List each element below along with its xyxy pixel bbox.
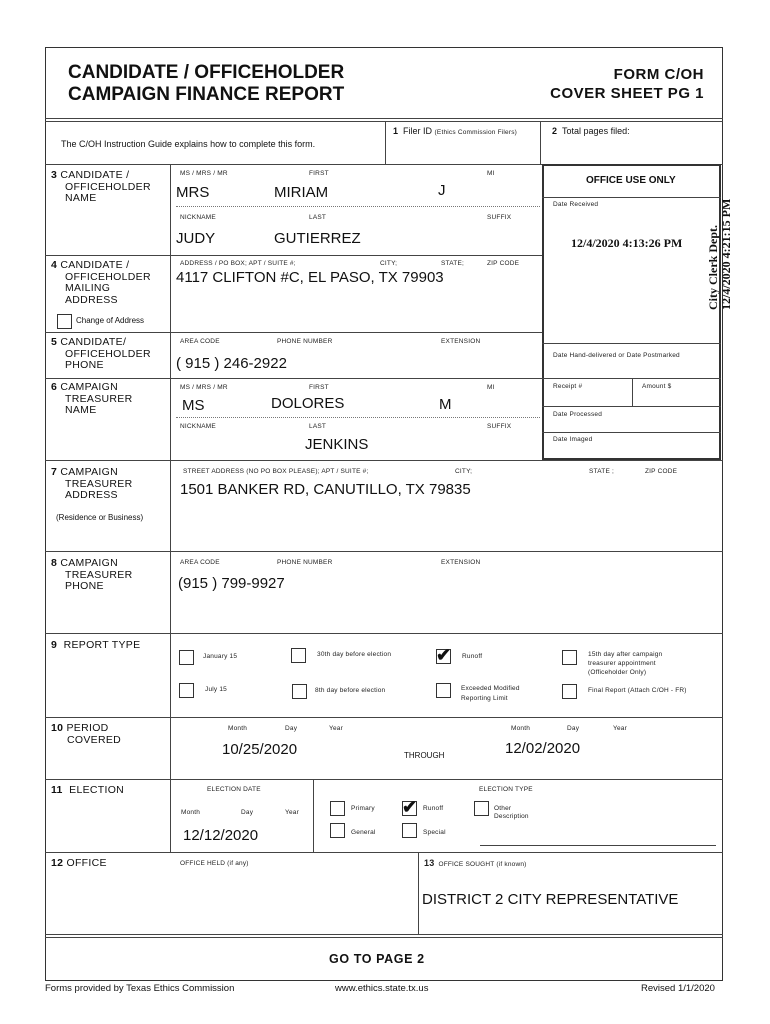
runoff-check-icon: ✔ (436, 645, 452, 665)
label-line: MAILING (65, 282, 111, 294)
go-to-page-2: GO TO PAGE 2 (329, 952, 425, 966)
footer-revised: Revised 1/1/2020 (641, 983, 715, 994)
section-number: 13 (424, 858, 435, 868)
instruction-text: The C/OH Instruction Guide explains how to complete this form. (61, 139, 316, 149)
day-label: Day (285, 725, 298, 732)
footer-provided: Forms provided by Texas Ethics Commission (45, 983, 235, 994)
label-line: NAME (65, 404, 97, 416)
treasurer-prefix-field[interactable]: MS (182, 397, 205, 414)
day-label: Day (567, 725, 580, 732)
january-15-label: January 15 (203, 653, 238, 660)
final-report-checkbox[interactable] (562, 684, 577, 699)
date-received-label: Date Received (553, 201, 599, 208)
section-number: 3 (51, 169, 58, 181)
divider (45, 551, 723, 552)
treasurer-phone-field[interactable]: (915 ) 799-9927 (178, 575, 285, 592)
label-line: Other (494, 805, 512, 812)
divider (45, 378, 542, 379)
label-line: NAME (65, 192, 97, 204)
total-pages-label (552, 126, 630, 136)
label-line: OFFICEHOLDER (65, 180, 151, 193)
candidate-prefix-field[interactable]: MRS (176, 184, 210, 201)
stamp-line-1: City Clerk Dept. (706, 225, 720, 310)
divider (542, 406, 721, 407)
primary-checkbox[interactable] (330, 801, 345, 816)
final-report-label: Final Report (Attach C/OH - FR) (588, 687, 687, 694)
general-checkbox[interactable] (330, 823, 345, 838)
label-line: PHONE (65, 359, 104, 371)
label-line: PHONE (65, 580, 104, 592)
candidate-last-field[interactable]: GUTIERREZ (274, 230, 361, 247)
section-number: 11 (51, 784, 63, 796)
label-line: treasurer appointment (588, 660, 656, 667)
filer-id-sub: (Ethics Commission Filers) (434, 129, 518, 136)
label-line: TREASURER (65, 477, 133, 490)
month-label: Month (228, 725, 248, 732)
mi-label: MI (487, 384, 495, 391)
label-line: CANDIDATE / (60, 169, 130, 181)
divider (45, 460, 723, 461)
section-4-label (51, 260, 151, 306)
title-line-2: CAMPAIGN FINANCE REPORT (68, 84, 345, 105)
section-9-label (51, 640, 140, 652)
section-number: 4 (51, 259, 58, 271)
label-line: COVERED (67, 733, 122, 746)
divider (542, 197, 721, 198)
divider (45, 934, 723, 935)
divider (176, 417, 540, 418)
extension-label: EXTENSION (441, 559, 481, 566)
label-line: CANDIDATE/ (60, 336, 127, 348)
date-processed-label: Date Processed (553, 411, 603, 418)
divider (45, 332, 542, 333)
candidate-phone-field[interactable]: ( 915 ) 246-2922 (176, 355, 287, 372)
filer-id-label (393, 126, 517, 136)
label-line: OFFICEHOLDER (65, 270, 151, 283)
year-label: Year (613, 725, 627, 732)
divider (176, 206, 540, 207)
day-label: Day (241, 809, 254, 816)
8th-day-label: 8th day before election (315, 687, 386, 694)
election-date-label: ELECTION DATE (207, 786, 261, 793)
8th-day-checkbox[interactable] (292, 684, 307, 699)
divider (45, 255, 542, 256)
january-15-checkbox[interactable] (179, 650, 194, 665)
election-runoff-label: Runoff (423, 805, 444, 812)
section-12-label (51, 858, 107, 870)
date-received-value: 12/4/2020 4:13:26 PM (571, 236, 683, 250)
section-number: 5 (51, 336, 58, 348)
section-number: 9 (51, 639, 58, 651)
treasurer-address-field[interactable]: 1501 BANKER RD, CANUTILLO, TX 79835 (180, 481, 471, 498)
divider (45, 779, 723, 780)
suffix-label: SUFFIX (487, 423, 512, 430)
section-5-label (51, 337, 151, 372)
label-line: ADDRESS (65, 489, 118, 501)
label-line: CAMPAIGN (60, 557, 118, 569)
election-runoff-check-icon: ✔ (402, 797, 418, 817)
section-7-label (51, 467, 132, 502)
divider (313, 779, 314, 852)
15th-day-checkbox[interactable] (562, 650, 577, 665)
phone-number-label: PHONE NUMBER (277, 559, 333, 566)
section-number: 10 (51, 722, 64, 734)
treasurer-mi-field[interactable]: M (439, 396, 452, 413)
change-of-address-checkbox[interactable] (57, 314, 72, 329)
form-id (550, 65, 704, 103)
label-line: REPORT TYPE (63, 639, 141, 651)
label-line: Reporting Limit (461, 695, 508, 702)
last-label: LAST (309, 214, 327, 221)
form-id-line-1: FORM C/OH (613, 66, 704, 83)
section-number: 6 (51, 381, 58, 393)
section-number: 8 (51, 557, 58, 569)
july-15-label: July 15 (205, 686, 227, 693)
label-line: OFFICE (66, 857, 107, 869)
divider (45, 121, 723, 122)
zip-label: ZIP CODE (645, 468, 678, 475)
treasurer-first-field[interactable]: DOLORES (271, 395, 345, 412)
area-code-label: AREA CODE (180, 338, 220, 345)
label-line: CAMPAIGN (60, 381, 118, 393)
30th-day-label: 30th day before election (317, 651, 392, 658)
section-8-label (51, 558, 132, 593)
election-type-label: ELECTION TYPE (479, 786, 533, 793)
15th-day-label (588, 650, 662, 677)
section-10-label (51, 723, 121, 746)
july-15-checkbox[interactable] (179, 683, 194, 698)
divider (45, 633, 723, 634)
label-line: OFFICEHOLDER (65, 347, 151, 360)
hand-delivered-label: Date Hand-delivered or Date Postmarked (553, 352, 680, 359)
section-number: 1 (393, 126, 399, 136)
phone-number-label: PHONE NUMBER (277, 338, 333, 345)
exceeded-limit-label (461, 684, 520, 704)
divider (45, 852, 723, 853)
nickname-label: NICKNAME (180, 423, 216, 430)
title-line-1: CANDIDATE / OFFICEHOLDER (68, 62, 345, 83)
label-line: PERIOD (66, 722, 109, 734)
amount-label: Amount $ (642, 383, 672, 390)
candidate-nickname-field[interactable]: JUDY (176, 230, 216, 247)
divider (170, 164, 171, 852)
stamp-line-2: 12/4/2020 4:21:15 PM (719, 198, 733, 310)
candidate-mi-field[interactable]: J (438, 182, 446, 199)
divider (542, 432, 721, 433)
label-line: CAMPAIGN (60, 466, 118, 478)
label-line: Description (494, 813, 529, 820)
form-title (68, 62, 344, 106)
other-label (494, 805, 529, 821)
clerk-stamp (706, 198, 733, 310)
first-label: FIRST (309, 170, 329, 177)
extension-label: EXTENSION (441, 338, 481, 345)
period-to-field[interactable]: 12/02/2020 (505, 740, 581, 757)
office-held-label: OFFICE HELD (if any) (180, 860, 249, 867)
change-of-address-label: Change of Address (76, 316, 145, 325)
section-11-label (51, 785, 124, 797)
section-number: 12 (51, 857, 64, 869)
first-label: FIRST (309, 384, 329, 391)
prefix-label: MS / MRS / MR (180, 170, 228, 177)
office-sought-label (424, 858, 527, 868)
section-6-label (51, 382, 132, 417)
section-3-label (51, 170, 151, 205)
label-line: ELECTION (69, 784, 125, 796)
month-label: Month (181, 809, 201, 816)
date-imaged-label: Date Imaged (553, 436, 593, 443)
last-label: LAST (309, 423, 327, 430)
section-number: 2 (552, 126, 558, 136)
label-line: CANDIDATE / (60, 259, 130, 271)
section-number: 7 (51, 466, 58, 478)
office-use-title: OFFICE USE ONLY (586, 175, 676, 186)
general-label: General (351, 829, 376, 836)
special-checkbox[interactable] (402, 823, 417, 838)
treasurer-last-field[interactable]: JENKINS (305, 436, 369, 453)
receipt-label: Receipt # (553, 383, 583, 390)
divider (45, 717, 723, 718)
special-label: Special (423, 829, 446, 836)
divider (542, 343, 721, 344)
city-label: CITY; (380, 260, 398, 267)
street-label: STREET ADDRESS (NO PO BOX PLEASE); APT / SUITE #; (183, 468, 369, 475)
divider (540, 121, 541, 164)
total-pages-text: Total pages filed: (562, 126, 630, 136)
state-label: STATE; (441, 260, 464, 267)
office-sought-field[interactable]: DISTRICT 2 CITY REPRESENTATIVE (422, 891, 679, 908)
area-code-label: AREA CODE (180, 559, 220, 566)
label-line: ADDRESS (65, 293, 118, 306)
divider (45, 937, 723, 938)
divider (385, 121, 386, 164)
prefix-label: MS / MRS / MR (180, 384, 228, 391)
city-label: CITY; (455, 468, 473, 475)
form-id-line-2: COVER SHEET PG 1 (550, 85, 704, 102)
period-from-field[interactable]: 10/25/2020 (222, 741, 298, 758)
primary-label: Primary (351, 805, 375, 812)
state-label: STATE ; (589, 468, 614, 475)
label-line: TREASURER (65, 392, 133, 405)
nickname-label: NICKNAME (180, 214, 216, 221)
month-label: Month (511, 725, 531, 732)
label-line: TREASURER (65, 568, 133, 581)
year-label: Year (285, 809, 299, 816)
mi-label: MI (487, 170, 495, 177)
suffix-label: SUFFIX (487, 214, 512, 221)
office-sought-text: OFFICE SOUGHT (if known) (438, 861, 527, 868)
address-label: ADDRESS / PO BOX; APT / SUITE #; (180, 260, 296, 267)
other-checkbox[interactable] (474, 801, 489, 816)
30th-day-checkbox[interactable] (291, 648, 306, 663)
divider (632, 378, 633, 406)
zip-label: ZIP CODE (487, 260, 520, 267)
year-label: Year (329, 725, 343, 732)
footer-url: www.ethics.state.tx.us (335, 983, 429, 994)
other-description-line (480, 845, 716, 846)
election-date-field[interactable]: 12/12/2020 (183, 827, 259, 844)
label-line: (Officeholder Only) (588, 669, 647, 676)
candidate-first-field[interactable]: MIRIAM (274, 184, 329, 201)
runoff-report-label: Runoff (462, 653, 483, 660)
filer-id-text: Filer ID (403, 126, 433, 136)
exceeded-limit-checkbox[interactable] (436, 683, 451, 698)
label-line: 15th day after campaign (588, 651, 663, 658)
residence-note: (Residence or Business) (56, 513, 144, 522)
candidate-address-field[interactable]: 4117 CLIFTON #C, EL PASO, TX 79903 (176, 269, 444, 286)
divider (45, 118, 723, 119)
divider (418, 852, 419, 934)
label-line: Exceeded Modified (461, 685, 520, 692)
through-label: THROUGH (404, 751, 445, 760)
